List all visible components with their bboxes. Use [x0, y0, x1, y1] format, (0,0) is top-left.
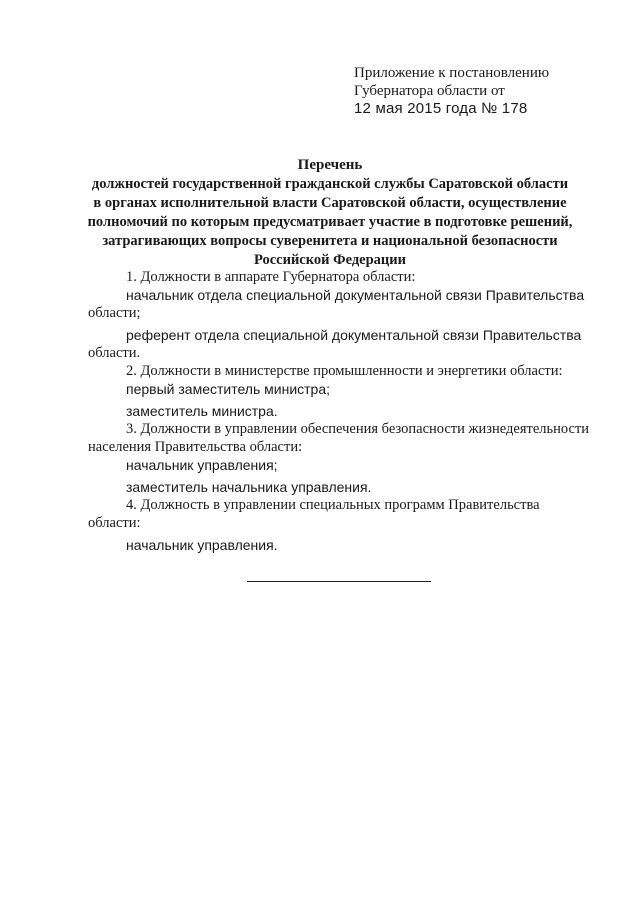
section-1-item-1: начальник отдела специальной документальной связи Правительства [126, 287, 585, 303]
title-heading: Перечень [297, 157, 363, 173]
annex-line-2: Губернатора области от [354, 83, 505, 99]
section-4-item-1: начальник управления. [126, 537, 278, 553]
title-line-1: должностей государственной гражданской службы Саратовской области [91, 176, 569, 192]
section-4-heading: 4. Должность в управлении специальных программ Правительства [126, 497, 540, 513]
annex-line-1: Приложение к постановлению [354, 65, 550, 81]
document-body [88, 268, 590, 554]
title-line-3: полномочий по которым предусматривает участие в подготовке решений, [87, 214, 573, 230]
title-line-4: затрагивающих вопросы суверенитета и национальной безопасности [102, 233, 558, 249]
section-3-heading-cont: населения Правительства области: [88, 439, 303, 455]
section-3-item-1: начальник управления; [126, 457, 278, 473]
section-3-heading: 3. Должности в управлении обеспечения безопасности жизнедеятельности [126, 421, 590, 437]
document-title [80, 155, 580, 270]
title-line-2: в органах исполнительной власти Саратовской области, осуществление [93, 195, 567, 211]
section-1-item-2-cont: области. [88, 345, 141, 361]
section-4-heading-cont: области: [88, 515, 141, 531]
annex-date-line: 12 мая 2015 года № 178 [354, 100, 528, 117]
section-2-item-1: первый заместитель министра; [126, 381, 331, 397]
section-2-heading: 2. Должности в министерстве промышленности и энергетики области: [126, 363, 563, 379]
closing-rule [247, 581, 431, 582]
section-1-heading: 1. Должности в аппарате Губернатора области: [126, 269, 416, 285]
section-1-item-1-cont: области; [88, 305, 141, 321]
annex-header [354, 64, 549, 118]
section-1-item-2: референт отдела специальной документальной связи Правительства [126, 327, 582, 343]
title-line-5: Российской Федерации [253, 252, 406, 268]
section-2-item-2: заместитель министра. [126, 403, 278, 419]
section-3-item-2: заместитель начальника управления. [126, 479, 372, 495]
